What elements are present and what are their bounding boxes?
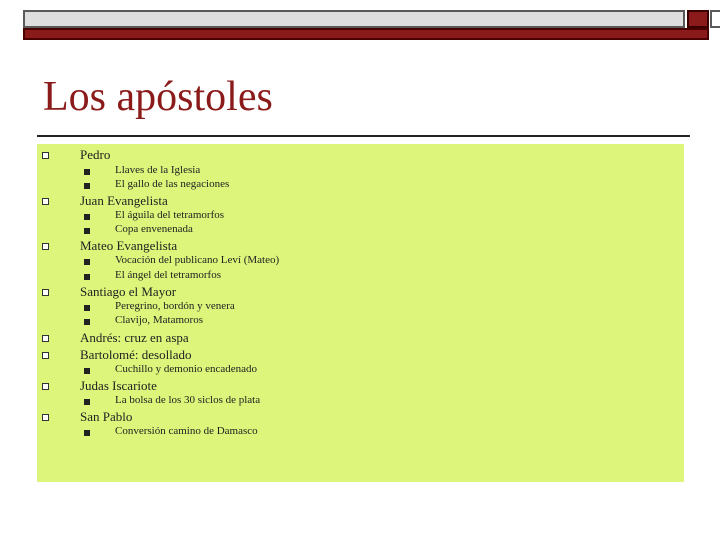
square-bullet-icon xyxy=(42,289,49,296)
list-item-label: Mateo Evangelista xyxy=(80,238,178,253)
sub-item-label: Llaves de la Iglesia xyxy=(115,164,201,176)
sub-item-label: Conversión camino de Damasco xyxy=(115,425,258,437)
square-bullet-icon xyxy=(84,319,90,325)
list-item-label: Santiago el Mayor xyxy=(80,284,177,299)
square-bullet-icon xyxy=(42,383,49,390)
sub-item-label: El ángel del tetramorfos xyxy=(115,269,221,281)
sub-item-label: Cuchillo y demonio encadenado xyxy=(115,363,258,375)
square-bullet-icon xyxy=(84,274,90,280)
square-bullet-icon xyxy=(42,152,49,159)
sub-item-label: El gallo de las negaciones xyxy=(115,178,230,190)
sub-item-label: Vocación del publicano Leví (Mateo) xyxy=(115,254,280,266)
title-underline xyxy=(37,135,690,137)
list-item-label: Andrés: cruz en aspa xyxy=(80,330,189,345)
list-item-label: Judas Iscariote xyxy=(80,378,157,393)
top-bar-red-strip xyxy=(23,28,709,40)
decorative-top-bar xyxy=(23,10,709,42)
square-bullet-icon xyxy=(42,414,49,421)
square-bullet-icon xyxy=(84,228,90,234)
sub-item-label: El águila del tetramorfos xyxy=(115,209,225,221)
sub-item-label: La bolsa de los 30 siclos de plata xyxy=(115,394,261,406)
list-item-label: Juan Evangelista xyxy=(80,193,168,208)
square-bullet-icon xyxy=(42,198,49,205)
square-bullet-icon xyxy=(84,183,90,189)
slide-title: Los apóstoles xyxy=(43,74,273,120)
square-bullet-icon xyxy=(84,368,90,374)
sub-item-label: Peregrino, bordón y venera xyxy=(115,300,235,312)
square-bullet-icon xyxy=(42,335,49,342)
list-item-label: Bartolomé: desollado xyxy=(80,347,192,362)
square-bullet-icon xyxy=(84,169,90,175)
square-bullet-icon xyxy=(84,430,90,436)
sub-item-label: Clavijo, Matamoros xyxy=(115,314,203,326)
list-item-label: San Pablo xyxy=(80,409,133,424)
square-bullet-icon xyxy=(84,259,90,265)
sub-item-label: Copa envenenada xyxy=(115,223,193,235)
slide-content xyxy=(37,144,684,482)
square-bullet-icon xyxy=(42,352,49,359)
square-bullet-icon xyxy=(84,305,90,311)
top-bar-white-square xyxy=(710,10,720,28)
top-bar-red-square xyxy=(687,10,709,28)
list-item-label: Pedro xyxy=(80,147,111,162)
square-bullet-icon xyxy=(42,243,49,250)
square-bullet-icon xyxy=(84,214,90,220)
square-bullet-icon xyxy=(84,399,90,405)
top-bar-gray-strip xyxy=(23,10,685,28)
